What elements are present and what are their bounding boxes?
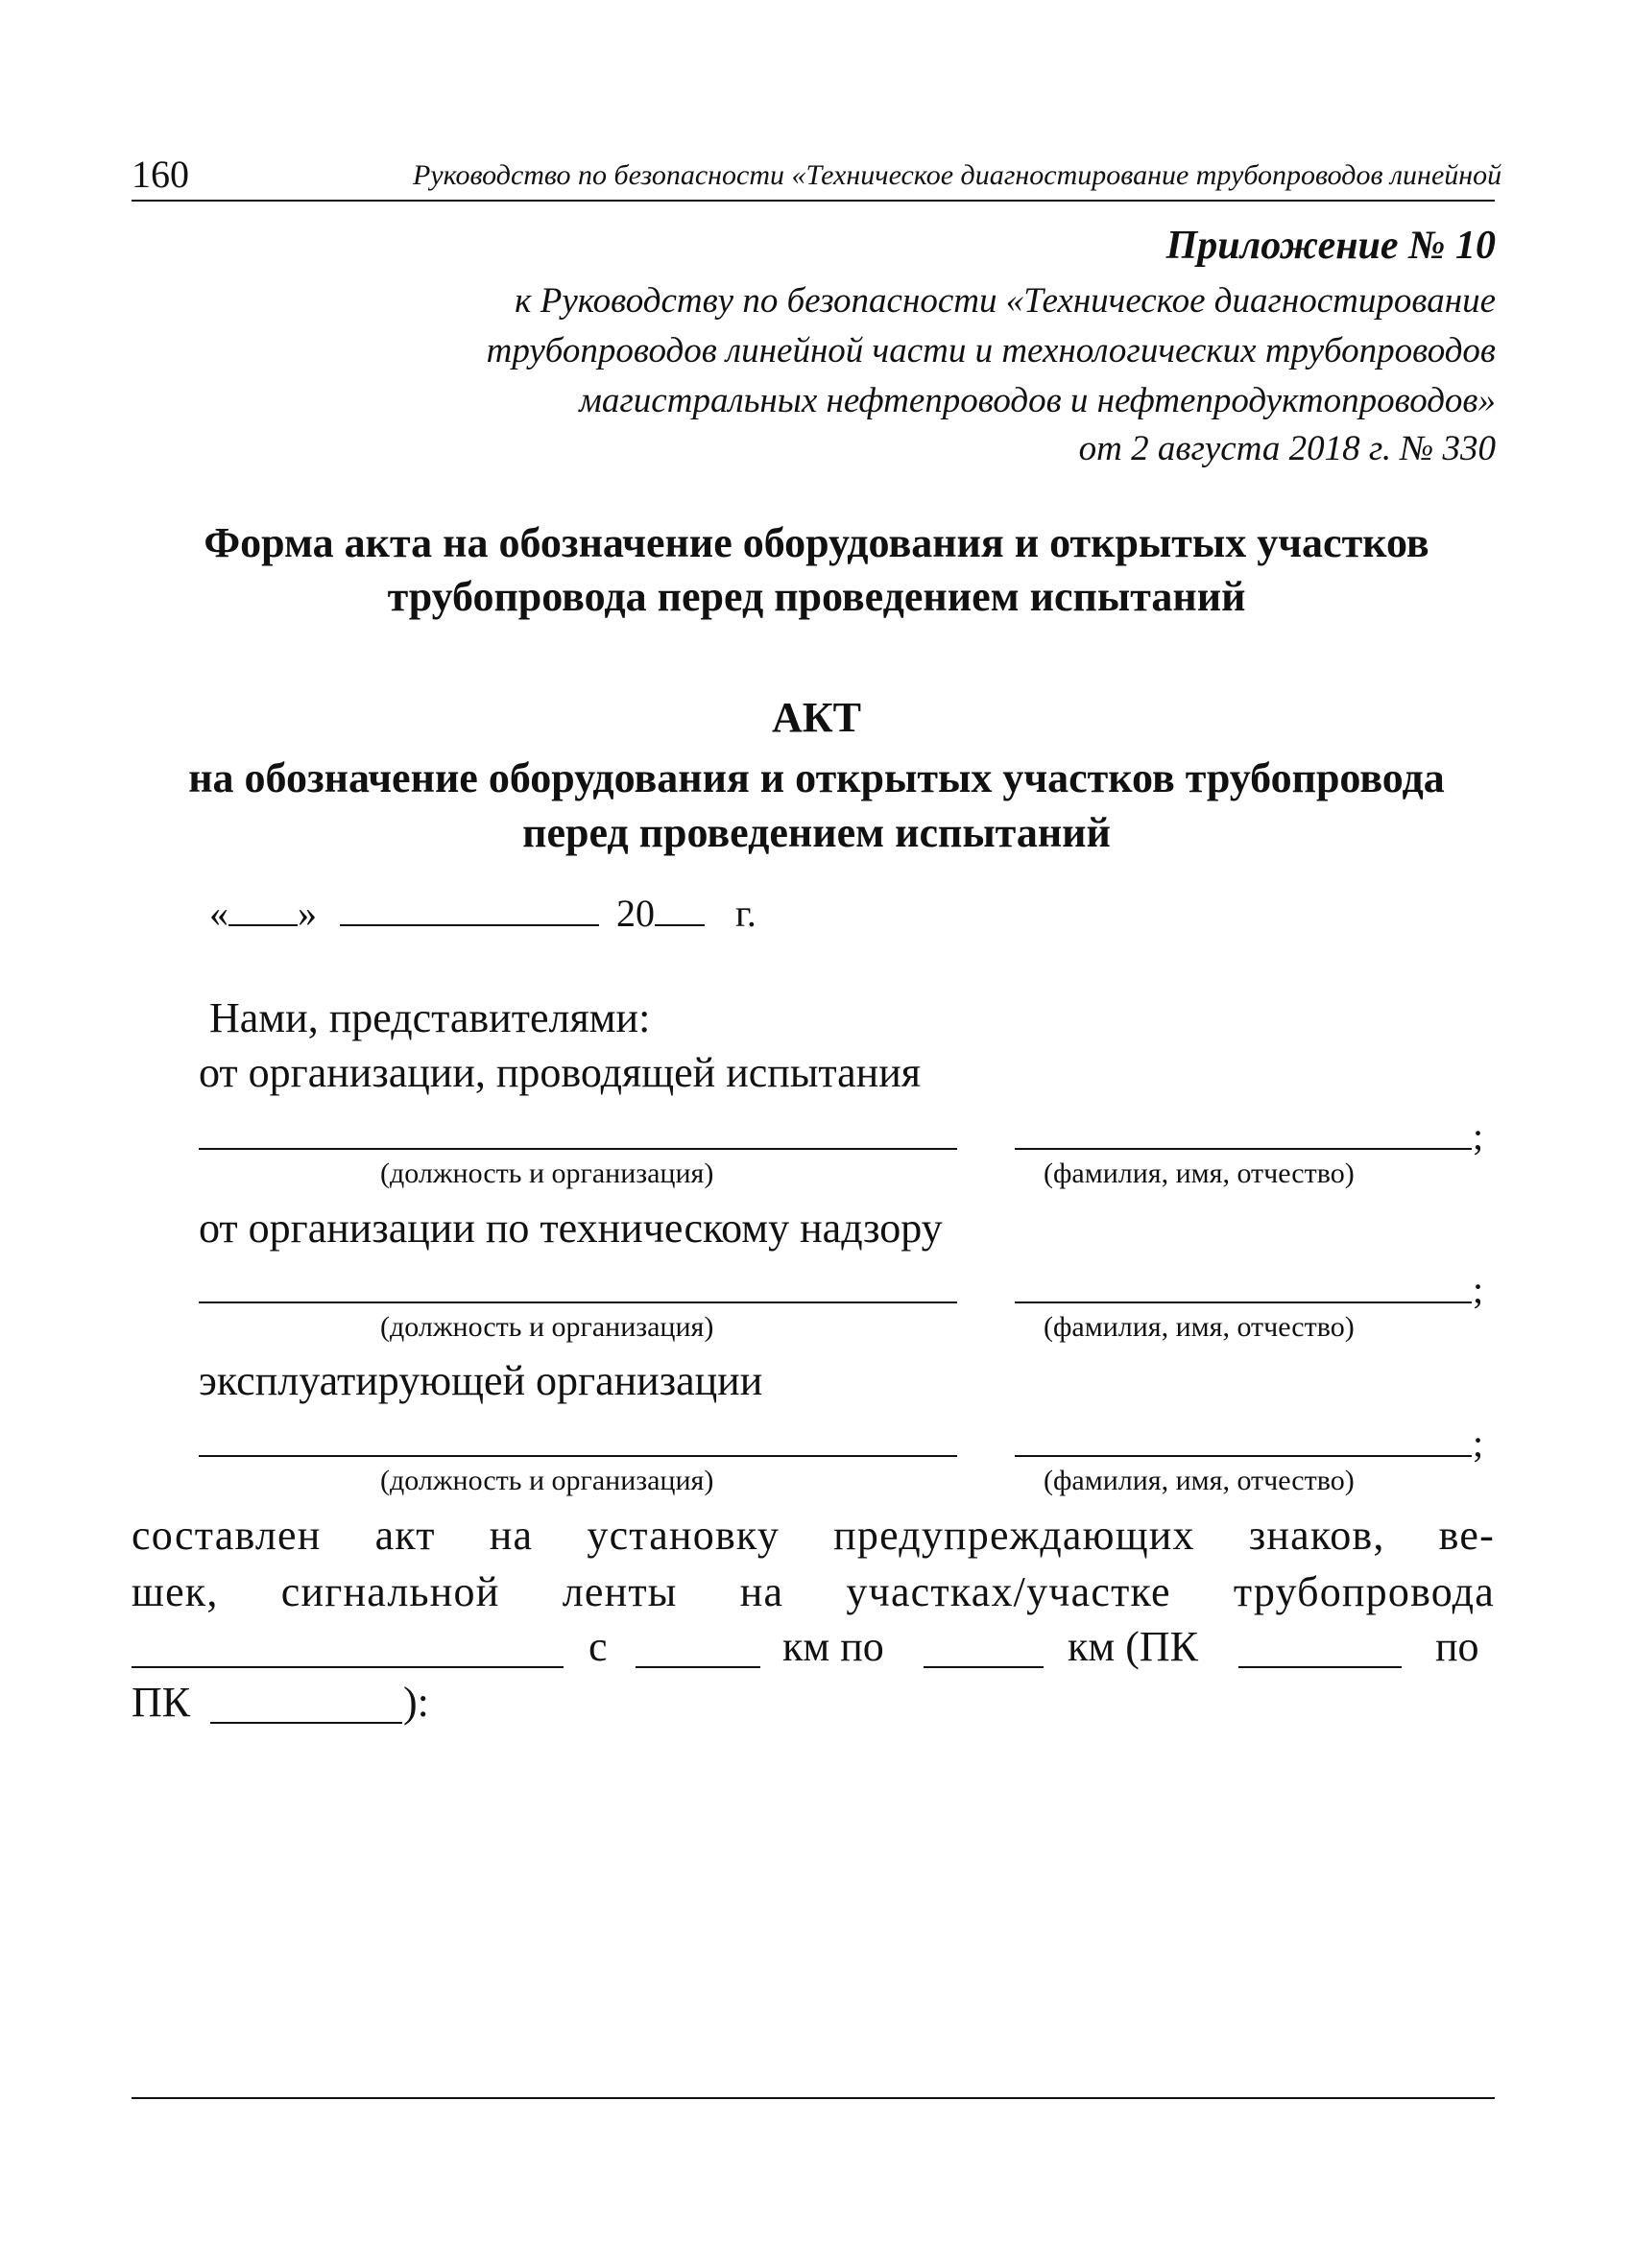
appendix-line: от 2 августа 2018 г. № 330 xyxy=(1078,429,1496,468)
header-divider xyxy=(132,200,1495,202)
line-terminator: ; xyxy=(1473,1268,1484,1311)
name-blank[interactable] xyxy=(1015,1301,1472,1303)
year-prefix: 20 xyxy=(616,892,655,935)
name-blank[interactable] xyxy=(1015,1455,1472,1457)
open-quote: « xyxy=(209,892,228,935)
km-from-blank[interactable] xyxy=(636,1666,760,1668)
date-line xyxy=(209,891,756,936)
statement-line: составлен акт на установку предупреждающих знаков, ве- xyxy=(132,1512,1495,1559)
appendix-line: трубопроводов линейной части и технологических трубопроводов xyxy=(486,331,1496,370)
position-caption: (должность и организация) xyxy=(380,1158,714,1189)
name-caption: (фамилия, имя, отчество) xyxy=(1044,1311,1355,1343)
statement-line: шек, сигнальной ленты на участках/участке трубопровода xyxy=(132,1568,1495,1615)
year-suffix: г. xyxy=(735,892,756,935)
act-heading: АКТ xyxy=(771,694,862,741)
day-blank[interactable] xyxy=(228,895,298,926)
name-caption: (фамилия, имя, отчество) xyxy=(1044,1465,1355,1496)
km-to-blank[interactable] xyxy=(924,1666,1044,1668)
group-label: эксплуатирующей организации xyxy=(199,1357,763,1404)
position-blank[interactable] xyxy=(199,1301,957,1303)
pk-word: ПК xyxy=(132,1679,191,1726)
form-title-line: Форма акта на обозначение оборудования и открытых участков xyxy=(204,519,1429,566)
appendix-title: Приложение № 10 xyxy=(1165,224,1496,268)
pk-to-blank[interactable] xyxy=(210,1722,402,1724)
form-title-line: трубопровода перед проведением испытаний xyxy=(387,573,1246,620)
km-to-words: км по xyxy=(782,1623,884,1670)
running-title: Руководство по безопасности «Техническое диагностирование трубопроводов линейной xyxy=(413,159,1502,191)
act-subtitle-line: на обозначение оборудования и открытых участков трубопровода xyxy=(188,754,1445,801)
to-word: по xyxy=(1435,1623,1479,1670)
from-word: с xyxy=(588,1623,608,1670)
pk-from-blank[interactable] xyxy=(1238,1666,1402,1668)
position-blank[interactable] xyxy=(199,1148,957,1150)
group-label: от организации, проводящей испытания xyxy=(199,1049,922,1096)
position-blank[interactable] xyxy=(199,1455,957,1457)
line-terminator: ; xyxy=(1473,1421,1484,1465)
month-blank[interactable] xyxy=(340,895,599,926)
name-blank[interactable] xyxy=(1015,1148,1472,1150)
representatives-intro: Нами, представителями: xyxy=(209,994,651,1041)
line-terminator: ; xyxy=(1473,1114,1484,1158)
appendix-line: к Руководству по безопасности «Техническое диагностирование xyxy=(515,281,1496,321)
footer-divider xyxy=(132,2097,1495,2099)
position-caption: (должность и организация) xyxy=(380,1311,714,1343)
position-caption: (должность и организация) xyxy=(380,1465,714,1496)
close-quote: » xyxy=(298,892,317,935)
statement-end: ): xyxy=(403,1679,429,1726)
page-number: 160 xyxy=(132,153,189,196)
act-subtitle-line: перед проведением испытаний xyxy=(522,809,1111,856)
km-pk-words: км (ПК xyxy=(1068,1623,1198,1670)
name-caption: (фамилия, имя, отчество) xyxy=(1044,1158,1355,1189)
group-label: от организации по техническому надзору xyxy=(199,1205,943,1252)
pipeline-name-blank[interactable] xyxy=(132,1666,564,1668)
year-blank[interactable] xyxy=(655,895,705,926)
appendix-line: магистральных нефтепроводов и нефтепродуктопроводов» xyxy=(579,381,1496,420)
